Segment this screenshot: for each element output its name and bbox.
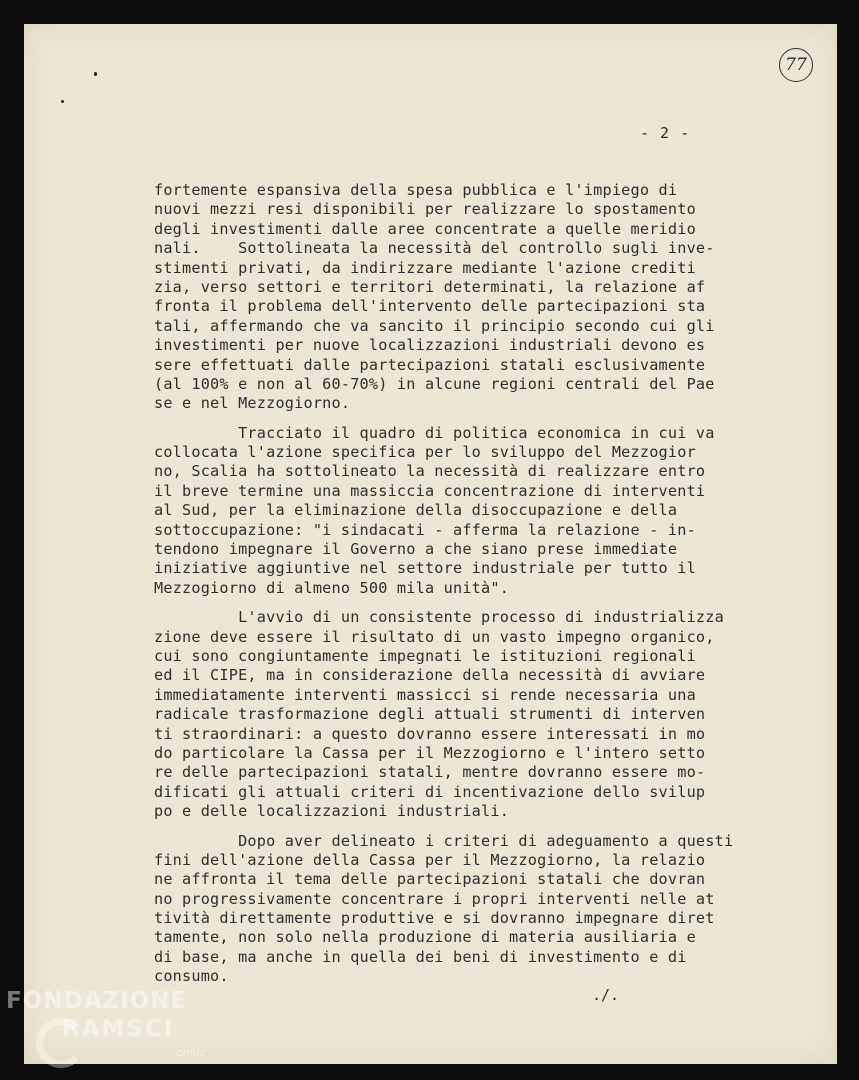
watermark-line1: FONDAZIONE	[6, 988, 188, 1014]
paragraph	[154, 181, 734, 414]
text-line: fronta il problema dell'intervento delle partecipazioni sta	[154, 297, 706, 316]
body-text	[154, 181, 734, 987]
text-line: dificati gli attuali criteri di incentivazione dello svilup	[154, 782, 706, 801]
text-line: L'avvio di un consistente processo di industrializza	[154, 608, 724, 627]
text-line: investimenti per nuove localizzazioni industriali devono es	[154, 336, 706, 355]
text-line: fini dell'azione della Cassa per il Mezzogiorno, la relazio	[154, 850, 706, 869]
text-line: tali, affermando che va sancito il principio secondo cui gli	[154, 316, 715, 335]
continuation-mark: ./.	[592, 986, 620, 1004]
text-line: zia, verso settori e territori determinati, la relazione af	[154, 277, 706, 296]
text-line: re delle partecipazioni statali, mentre dovranno essere mo-	[154, 763, 706, 782]
text-line: tività direttamente produttive e si dovranno impegnare diret	[154, 909, 715, 928]
text-line: degli investimenti dalle aree concentrate a quelle meridio	[154, 219, 696, 238]
text-line: zione deve essere il risultato di un vasto impegno organico,	[154, 627, 715, 646]
text-line: nuovi mezzi resi disponibili per realizzare lo spostamento	[154, 200, 696, 219]
text-line: do particolare la Cassa per il Mezzogiorno e l'intero setto	[154, 743, 706, 762]
text-line: di base, ma anche in quella dei beni di investimento e di	[154, 947, 687, 966]
text-line: no, Scalia ha sottolineato la necessità di realizzare entro	[154, 462, 706, 481]
text-line: iniziative aggiuntive nel settore industriale per tutto il	[154, 559, 696, 578]
text-line: no progressivamente concentrare i propri interventi nelle at	[154, 889, 715, 908]
text-line: Tracciato il quadro di politica economica in cui va	[154, 423, 715, 442]
paragraph	[154, 832, 734, 987]
ink-speck	[94, 72, 97, 76]
text-line: ed il CIPE, ma in considerazione della necessità di avviare	[154, 666, 706, 685]
text-line: consumo.	[154, 967, 229, 986]
paragraph	[154, 608, 734, 821]
text-line: stimenti privati, da indirizzare mediante l'azione crediti	[154, 258, 696, 277]
page-annotation-circle: 77	[779, 48, 813, 82]
watermark-line2: RAMSCI	[62, 1016, 175, 1042]
text-line: sere effettuati dalle partecipazioni statali esclusivamente	[154, 355, 706, 374]
page-number: - 2 -	[640, 124, 691, 142]
text-line: radicale trasformazione degli attuali strumenti di interven	[154, 705, 706, 724]
text-line: il breve termine una massiccia concentrazione di interventi	[154, 481, 706, 500]
text-line: Dopo aver delineato i criteri di adeguamento a questi	[154, 831, 734, 850]
text-line: ti straordinari: a questo dovranno essere interessati in mo	[154, 724, 706, 743]
text-line: (al 100% e non al 60-70%) in alcune regioni centrali del Pae	[154, 374, 715, 393]
text-line: sottoccupazione: "i sindacati - afferma la relazione - in-	[154, 520, 696, 539]
text-line: fortemente espansiva della spesa pubblica e l'impiego di	[154, 181, 678, 199]
text-line: se e nel Mezzogiorno.	[154, 394, 351, 413]
archive-watermark	[6, 988, 226, 1068]
text-line: po e delle localizzazioni industriali.	[154, 802, 510, 821]
text-line: tamente, non solo nella produzione di materia ausiliaria e	[154, 928, 696, 947]
ink-speck	[61, 100, 64, 103]
text-line: cui sono congiuntamente impegnati le istituzioni regionali	[154, 646, 696, 665]
text-line: Mezzogiorno di almeno 500 mila unità".	[154, 578, 510, 597]
paragraph	[154, 424, 734, 599]
text-line: collocata l'azione specifica per lo sviluppo del Mezzogior	[154, 443, 696, 462]
watermark-suffix: onlus	[176, 1046, 206, 1059]
text-line: immediatamente interventi massicci si rende necessaria una	[154, 685, 696, 704]
text-line: al Sud, per la eliminazione della disoccupazione e della	[154, 501, 678, 520]
text-line: nali. Sottolineata la necessità del controllo sugli inve-	[154, 239, 715, 258]
text-line: tendono impegnare il Governo a che siano prese immediate	[154, 540, 678, 559]
text-line: ne affronta il tema delle partecipazioni statali che dovran	[154, 870, 706, 889]
